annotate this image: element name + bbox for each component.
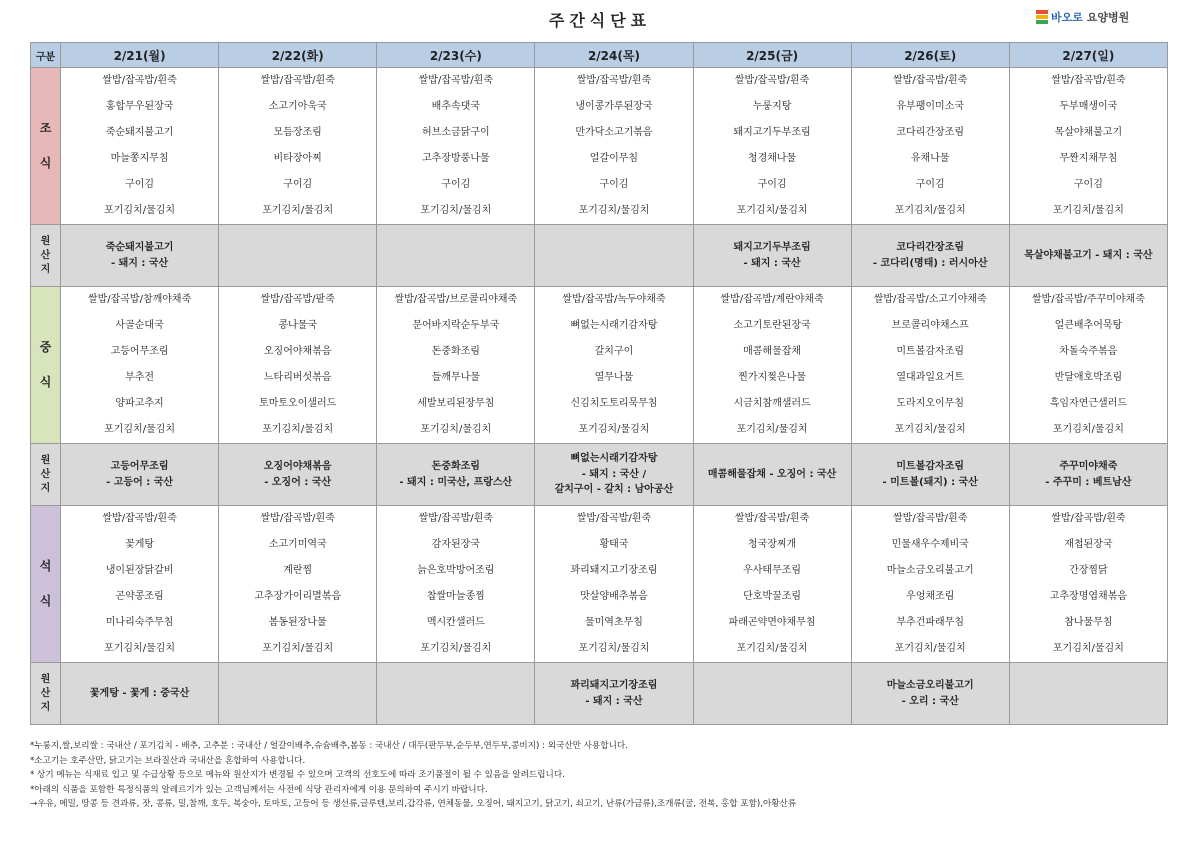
day-header: 2/25(금) [693,43,851,68]
menu-item: 계란찜 [283,565,313,576]
menu-item: 누룽지탕 [752,101,792,112]
menu-item: 고추장가이리멸볶음 [254,591,342,602]
menu-cell [693,68,851,225]
origin-cell [61,444,219,506]
menu-item: 포기김치/물김치 [1052,424,1124,435]
origin-cell [219,444,377,506]
page-title: 주간식단표 [548,11,652,30]
menu-item: 비타장아찌 [273,153,322,164]
menu-item: 파래곤약면야채무침 [728,617,816,628]
menu-item: 쌀밥/잡곡밥/브로콜리야채죽 [394,294,518,305]
menu-item: 봄동된장나물 [268,617,327,628]
menu-item: 쌀밥/잡곡밥/흰죽 [576,513,652,524]
meal-label-char: 조 [39,121,52,136]
menu-cell [219,68,377,225]
lunch-label [31,287,61,444]
menu-item: 구이김 [915,179,945,190]
menu-item: 구이김 [125,179,155,190]
menu-cell [219,506,377,663]
note-line: *누룽지,쌀,보리쌀 : 국내산 / 포기김치 - 배추, 고추분 : 국내산 / 얼갈이배추,슈슘배추,봄동 : 국내산 / 대두(판두부,순두부,연두부,콩비지) : 외국산만 사용합니다. [30,741,628,751]
origin-line: - 돼지 : 국산 [743,257,801,269]
menu-item: 쌀밥/잡곡밥/흰죽 [260,513,335,524]
menu-item: 마늘쫑지무침 [110,153,169,164]
menu-item: 사골순대국 [115,320,164,331]
menu-cell [535,506,693,663]
origin-cell [1009,225,1167,287]
menu-item: 돼지고기두부조림 [733,127,811,138]
origin-line: 꽈리돼지고기장조림 [570,680,658,691]
menu-item: 쌀밥/잡곡밥/흰죽 [418,513,493,524]
menu-item: 청경채나물 [747,153,797,164]
origin-line: - 고등어 : 국산 [106,476,174,488]
menu-item: 단호박꿀조림 [743,591,802,602]
menu-item: 포기김치/물김치 [894,205,966,216]
origin-line: 갈치구이 - 갈치 : 남아공산 [554,484,674,496]
menu-item: 구이김 [283,179,313,190]
menu-item: 홍합무우된장국 [105,101,174,112]
menu-cell [377,68,535,225]
menu-item: 유채나물 [910,153,950,164]
note-line: *아래의 식품을 포함한 특정식품의 알레르기가 있는 고객님께서는 사전에 식당 관리자에게 이용 문의하여 주시기 바랍니다. [30,784,488,795]
menu-item: 맛살양배추볶음 [580,591,648,602]
menu-item: 소고기미역국 [268,539,327,550]
menu-item: 포기김치/물김치 [1052,205,1124,216]
menu-item: 브로콜리야채스프 [891,320,969,331]
menu-item: 미나리숙주무침 [105,617,174,628]
menu-item: 모듬장조림 [273,127,322,138]
menu-item: 냉이콩가루된장국 [575,101,653,112]
menu-item: 배추속댓국 [431,101,480,112]
menu-cell [377,287,535,444]
menu-item: 부추건파래무침 [896,617,965,628]
menu-cell [851,287,1009,444]
menu-item: 우사태무조림 [743,565,802,576]
origin-label-char: 원 [40,235,51,247]
menu-item: 만가닥소고기볶음 [575,127,653,138]
origin-line: - 돼지 : 국산 [585,695,643,707]
menu-item: 쌀밥/잡곡밥/흰죽 [1051,513,1126,524]
menu-item: 도라지오이무침 [896,398,965,409]
breakfast-label [31,68,61,225]
menu-item: 포기김치/물김치 [104,424,176,435]
menu-item: 포기김치/물김치 [262,424,334,435]
header-row [31,43,1168,68]
menu-item: 얼큰배추어묵탕 [1054,320,1123,331]
origin-line: 마늘소금오리불고기 [886,680,974,691]
origin-cell [851,444,1009,506]
menu-item: 쌀밥/잡곡밥/참깨야채죽 [87,294,192,305]
menu-item: 토마토오이샐러드 [259,398,337,409]
origin-cell [219,663,377,725]
menu-item: 꽃게탕 [125,539,155,550]
origin-label-char: 원 [40,454,51,466]
menu-item: 고등어무조림 [110,346,169,357]
menu-item: 포기김치/물김치 [578,424,650,435]
menu-item: 세발보리된장무침 [417,398,495,409]
menu-item: 오징어야채볶음 [263,346,332,357]
note-line: →우유, 메밀, 땅콩 등 견과류, 잣, 콩류, 밀,참깨, 호두, 복숭아, 토마토, 고등어 등 생선류,글루텐,보리,갑각류, 연체동물, 오징어, 돼지고기, 닭고기, 쇠고기, 난류(가금류),조개류(굴, 전복, 홍합 포함),아황산류 [30,799,797,809]
breakfast-origin-row [31,225,1168,287]
menu-item: 구이김 [1073,179,1103,190]
menu-cell [535,68,693,225]
menu-item: 쌀밥/잡곡밥/흰죽 [893,513,968,524]
logo-suffix: 요양병원 [1086,11,1130,24]
menu-cell [377,506,535,663]
day-header: 2/21(월) [61,43,219,68]
menu-item: 유부팽이미소국 [896,101,965,112]
dinner-origin-row [31,663,1168,725]
menu-item: 찐가지찢은나물 [738,372,806,383]
menu-item: 흑임자연근샐러드 [1049,398,1128,409]
origin-cell [1009,444,1167,506]
origin-cell [851,225,1009,287]
menu-item: 구이김 [599,179,629,190]
dinner-label [31,506,61,663]
hospital-logo [1036,9,1129,25]
menu-item: 쌀밥/잡곡밥/흰죽 [260,75,335,86]
origin-cell [61,225,219,287]
origin-line: - 미트볼(돼지) : 국산 [882,476,978,488]
menu-item: 물미역초무침 [584,617,643,628]
origin-line: 미트볼감자조림 [896,461,965,472]
origin-cell [61,663,219,725]
menu-item: 미트볼감자조림 [896,346,965,357]
menu-item: 양파고추지 [115,398,164,409]
menu-item: 돈중화조림 [431,346,480,357]
origin-cell [851,663,1009,725]
menu-item: 갈치구이 [594,346,634,357]
menu-item: 쌀밥/잡곡밥/계란야채죽 [720,294,824,305]
menu-cell [693,287,851,444]
origin-line: - 오징어 : 국산 [264,476,332,488]
menu-item: 문어바지락순두부국 [412,320,500,331]
menu-item: 쌀밥/잡곡밥/흰죽 [893,75,968,86]
origin-line: - 코다리(명태) : 러시아산 [872,257,988,269]
day-header: 2/24(목) [535,43,693,68]
menu-cell [535,287,693,444]
origin-line: 뼈없는시래기감자탕 [570,453,658,465]
menu-item: 포기김치/물김치 [736,643,808,654]
meal-label-char: 식 [39,375,52,389]
day-header: 2/23(수) [377,43,535,68]
origin-cell [377,444,535,506]
notes [30,739,1170,812]
origin-cell [535,444,693,506]
menu-item: 쌀밥/잡곡밥/흰죽 [576,75,652,86]
menu-item: 느타리버섯볶음 [263,372,332,383]
menu-cell [851,506,1009,663]
origin-cell [693,225,851,287]
menu-cell [1009,506,1167,663]
origin-line: - 돼지 : 국산 [110,257,169,269]
menu-item: 반달애호박조림 [1054,372,1123,383]
origin-label-char: 산 [40,468,51,480]
origin-label [31,663,61,725]
origin-label-char: 산 [40,249,51,261]
menu-item: 포기김치/물김치 [420,205,492,216]
menu-item: 쌀밥/잡곡밥/흰죽 [102,513,177,524]
origin-label-char: 지 [40,482,51,494]
origin-label [31,225,61,287]
menu-item: 쌀밥/잡곡밥/흰죽 [734,75,810,86]
menu-item: 매콤해물잡채 [743,346,802,357]
origin-cell [219,225,377,287]
origin-label-char: 지 [40,701,51,713]
origin-line: 죽순돼지불고기 [105,242,174,253]
menu-item: 들깨무나물 [431,372,480,383]
lunch-origin-row [31,444,1168,506]
menu-cell [61,287,219,444]
menu-item: 포기김치/물김치 [262,643,334,654]
menu-item: 코다리간장조림 [896,127,965,138]
origin-label-char: 지 [40,263,51,275]
menu-item: 소고기토란된장국 [733,320,811,331]
menu-body [31,68,1168,725]
origin-line: 꽃게탕 - 꽃게 : 중국산 [89,687,190,699]
menu-item: 감자된장국 [431,539,480,550]
menu-item: 쌀밥/잡곡밥/흰죽 [418,75,493,86]
origin-cell [1009,663,1167,725]
menu-item: 황태국 [599,539,629,550]
menu-item: 쌀밥/잡곡밥/주꾸미야채죽 [1031,294,1145,305]
meal-label-char: 식 [39,594,52,608]
origin-cell [693,444,851,506]
menu-item: 쌀밥/잡곡밥/흰죽 [734,513,810,524]
menu-item: 포기김치/물김치 [262,205,334,216]
note-line: * 상기 메뉴는 식재료 입고 및 수급상황 등으로 메뉴와 원산지가 변경될 수 있으며 고객의 선호도에 따라 조기품절이 될 수 있음을 알려드립니다. [30,770,565,780]
meal-label-char: 식 [39,156,52,170]
origin-line: - 돼지 : 국산 / [581,468,647,480]
menu-cell [219,287,377,444]
origin-line: 매콤해물잡채 - 오징어 : 국산 [707,468,837,480]
menu-item: 열무나물 [594,372,634,383]
breakfast-row [31,68,1168,225]
logo-text [1051,9,1129,25]
menu-item: 두부매생이국 [1059,101,1118,112]
origin-label [31,444,61,506]
origin-line: 오징어야채볶음 [263,461,332,472]
menu-item: 마늘소금오리불고기 [886,565,974,576]
menu-item: 포기김치/물김치 [736,205,808,216]
menu-item: 구이김 [441,179,471,190]
origin-line: 코다리간장조림 [896,242,965,253]
menu-item: 청국장찌개 [747,539,797,550]
menu-item: 허브소금닭구이 [422,127,490,138]
menu-item: 포기김치/물김치 [1052,643,1124,654]
day-header: 2/27(일) [1009,43,1167,68]
meal-label-char: 석 [39,559,52,574]
menu-item: 쌀밥/잡곡밥/흰죽 [102,75,177,86]
meal-label-char: 중 [39,340,52,355]
origin-line: - 오리 : 국산 [901,695,959,707]
menu-item: 무짠지채무침 [1059,153,1118,164]
menu-item: 고추장방풍나물 [422,153,490,164]
menu-item: 포기김치/물김치 [104,205,176,216]
origin-line: 돼지고기두부조림 [733,242,811,253]
menu-item: 쌀밥/잡곡밥/흰죽 [1051,75,1126,86]
menu-item: 쌀밥/잡곡밥/팥죽 [260,294,335,305]
day-header: 2/26(토) [851,43,1009,68]
gubun-header: 구분 [31,43,61,68]
menu-item: 늙은호박방어조림 [417,565,495,576]
origin-cell [377,663,535,725]
menu-item: 민물새우수제비국 [891,539,969,550]
menu-item: 부추전 [125,372,155,383]
dinner-row [31,506,1168,663]
menu-item: 차돌숙주볶음 [1059,346,1118,357]
menu-item: 뼈없는시래기감자탕 [570,320,658,331]
menu-item: 얼갈이무침 [589,153,639,164]
origin-line: 목살야채불고기 - 돼지 : 국산 [1024,249,1153,261]
menu-item: 구이김 [757,179,787,190]
menu-cell [851,68,1009,225]
menu-item: 꽈리돼지고기장조림 [570,565,658,576]
menu-item: 목살야채불고기 [1054,127,1123,138]
menu-item: 곤약콩조림 [115,591,164,602]
menu-item: 신김치도토리묵무침 [570,398,658,409]
origin-cell [535,225,693,287]
day-header: 2/22(화) [219,43,377,68]
lunch-row [31,287,1168,444]
menu-item: 간장찜닭 [1069,565,1108,576]
logo-brand: 바오로 [1051,11,1083,24]
origin-line: 돈중화조림 [431,461,480,472]
menu-item: 열대과일요거트 [896,372,965,383]
menu-item: 콩나물국 [278,320,318,331]
origin-line: 고등어무조림 [110,461,169,472]
menu-item: 포기김치/물김치 [736,424,808,435]
menu-item: 포기김치/물김치 [578,205,650,216]
menu-item: 우엉채조림 [906,591,955,602]
menu-item: 포기김치/물김치 [894,424,966,435]
menu-item: 포기김치/물김치 [420,643,492,654]
menu-item: 포기김치/물김치 [578,643,650,654]
menu-cell [693,506,851,663]
menu-item: 고추장명엽채볶음 [1049,591,1128,602]
menu-item: 포기김치/물김치 [894,643,966,654]
note-line: *소고기는 호주산만, 닭고기는 브라질산과 국내산을 혼합하여 사용합니다. [30,755,306,766]
logo-mark-icon [1036,10,1048,24]
menu-item: 멕시칸샐러드 [426,617,485,628]
menu-item: 포기김치/물김치 [420,424,492,435]
menu-item: 쌀밥/잡곡밥/녹두야채죽 [562,294,666,305]
origin-label-char: 산 [40,687,51,699]
menu-cell [61,68,219,225]
origin-label-char: 원 [40,673,51,685]
menu-item: 죽순돼지불고기 [105,127,174,138]
menu-item: 소고기아욱국 [268,101,327,112]
menu-item: 쌀밥/잡곡밥/소고기야채죽 [873,294,987,305]
origin-cell [377,225,535,287]
menu-item: 참나물무침 [1064,617,1113,628]
origin-line: - 주꾸미 : 베트남산 [1045,476,1132,488]
menu-item: 찹쌀마늘종찜 [426,591,485,602]
menu-cell [1009,68,1167,225]
origin-line: 주꾸미야채죽 [1059,461,1118,472]
menu-cell [61,506,219,663]
weekly-menu-table [30,42,1168,725]
menu-item: 재첩된장국 [1064,539,1113,550]
menu-item: 포기김치/물김치 [104,643,176,654]
origin-cell [535,663,693,725]
origin-cell [693,663,851,725]
menu-item: 시금치참깨샐러드 [733,398,811,409]
origin-line: - 돼지 : 미국산, 프랑스산 [399,476,513,488]
menu-item: 냉이된장닭갈비 [105,565,174,576]
menu-cell [1009,287,1167,444]
